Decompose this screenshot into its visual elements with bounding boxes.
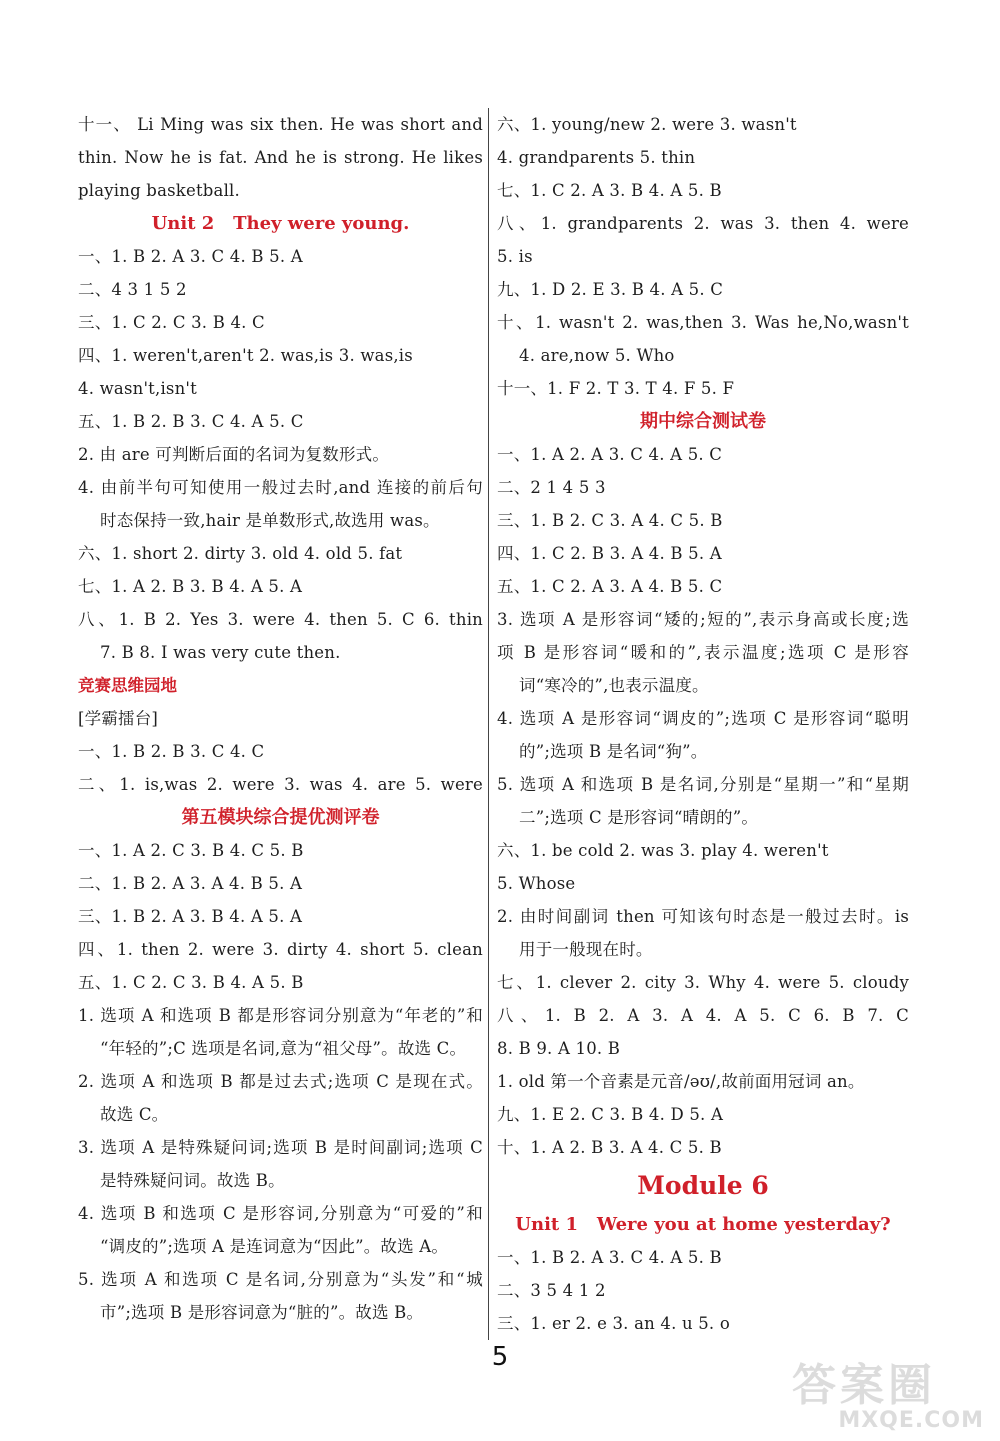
- answer-line: 三、1. C 2. C 3. B 4. C: [78, 313, 265, 332]
- answer-line: 九、1. D 2. E 3. B 4. A 5. C: [497, 280, 724, 299]
- answer-line: 5. Whose: [497, 874, 576, 893]
- answer-line: 市”;选项 B 是形容词意为“脏的”。故选 B。: [100, 1303, 424, 1322]
- answer-line: 六、1. young/new 2. were 3. wasn't: [497, 115, 797, 134]
- answer-line: 是特殊疑问词。故选 B。: [100, 1171, 285, 1190]
- answer-line: 一、1. A 2. C 3. B 4. C 5. B: [78, 841, 304, 860]
- answer-line: 二、2 1 4 5 3: [497, 478, 606, 497]
- answer-line: 7. B 8. I was very cute then.: [100, 643, 341, 662]
- answer-line: 二、1. B 2. A 3. A 4. B 5. A: [78, 874, 303, 893]
- answer-line: 十一、 Li Ming was six then. He was short and: [78, 115, 483, 134]
- answer-line: 十、1. A 2. B 3. A 4. C 5. B: [497, 1138, 722, 1157]
- answer-line: 4. are,now 5. Who: [519, 346, 675, 365]
- module-heading: Module 6: [637, 1171, 769, 1200]
- answer-line: 四、1. C 2. B 3. A 4. B 5. A: [497, 544, 722, 563]
- answer-line: [学霸擂台]: [78, 709, 159, 728]
- answer-line: 二”;选项 C 是形容词“晴朗的”。: [519, 808, 759, 827]
- left-column: [78, 108, 483, 1329]
- answer-line: 七、1. clever 2. city 3. Why 4. were 5. cloudy: [497, 973, 909, 992]
- answer-line: 一、1. B 2. A 3. C 4. A 5. B: [497, 1248, 722, 1267]
- answer-line: 4. wasn't,isn't: [78, 379, 197, 398]
- answer-line: 十、1. wasn't 2. was,then 3. Was he,No,wasn't: [497, 313, 909, 332]
- answer-line: 一、1. B 2. A 3. C 4. B 5. A: [78, 247, 303, 266]
- section-heading: Unit 1 Were you at home yesterday?: [515, 1214, 891, 1235]
- answer-line: 九、1. E 2. C 3. B 4. D 5. A: [497, 1105, 724, 1124]
- answer-line: 2. 选项 A 和选项 B 都是过去式;选项 C 是现在式。: [78, 1072, 483, 1091]
- right-column: [497, 108, 909, 1340]
- answer-line: 3. 选项 A 是形容词“矮的;短的”,表示身高或长度;选: [497, 610, 909, 629]
- answer-line: 5. is: [497, 247, 533, 266]
- answer-line: 三、1. B 2. A 3. B 4. A 5. A: [78, 907, 303, 926]
- answer-line: 六、1. short 2. dirty 3. old 4. old 5. fat: [78, 544, 403, 563]
- answer-line: 4. grandparents 5. thin: [497, 148, 696, 167]
- answer-line: 八、1. B 2. Yes 3. were 4. then 5. C 6. thin: [78, 610, 483, 629]
- answer-line: thin. Now he is fat. And he is strong. He likes: [78, 148, 483, 167]
- answer-line: 七、1. C 2. A 3. B 4. A 5. B: [497, 181, 722, 200]
- answer-line: “调皮的”;选项 A 是连词意为“因此”。故选 A。: [100, 1237, 449, 1256]
- answer-line: 三、1. er 2. e 3. an 4. u 5. o: [497, 1314, 730, 1333]
- answer-line: 用于一般现在时。: [519, 940, 653, 959]
- answer-line: 故选 C。: [100, 1105, 169, 1124]
- answer-line: 词“寒冷的”,也表示温度。: [519, 676, 709, 695]
- answer-line: 4. 选项 B 和选项 C 是形容词,分别意为“可爱的”和: [78, 1204, 483, 1223]
- answer-line: 一、1. B 2. B 3. C 4. C: [78, 742, 265, 761]
- section-heading: Unit 2 They were young.: [151, 213, 410, 234]
- answer-line: 四、1. weren't,aren't 2. was,is 3. was,is: [78, 346, 413, 365]
- answer-line: 4. 选项 A 是形容词“调皮的”;选项 C 是形容词“聪明: [497, 709, 909, 728]
- answer-line: 八、1. grandparents 2. was 3. then 4. were: [497, 214, 909, 233]
- answer-line: 项 B 是形容词“暖和的”,表示温度;选项 C 是形容: [497, 643, 909, 662]
- answer-line: “年轻的”;C 选项是名词,意为“祖父母”。故选 C。: [100, 1039, 467, 1058]
- answer-line: 2. 由 are 可判断后面的名词为复数形式。: [78, 445, 390, 464]
- answer-line: 二、1. is,was 2. were 3. was 4. are 5. were: [78, 775, 483, 794]
- answer-line: playing basketball.: [78, 181, 240, 200]
- answer-line: 六、1. be cold 2. was 3. play 4. weren't: [497, 841, 829, 860]
- section-heading: 期中综合测试卷: [640, 411, 766, 432]
- answer-line: 八、1. B 2. A 3. A 4. A 5. C 6. B 7. C: [497, 1006, 909, 1025]
- answer-line: 五、1. B 2. B 3. C 4. A 5. C: [78, 412, 304, 431]
- answer-line: 1. 选项 A 和选项 B 都是形容词分别意为“年老的”和: [78, 1006, 483, 1025]
- answer-line: 十一、1. F 2. T 3. T 4. F 5. F: [497, 379, 735, 398]
- answer-line: 三、1. B 2. C 3. A 4. C 5. B: [497, 511, 723, 530]
- answer-line: 8. B 9. A 10. B: [497, 1039, 621, 1058]
- answer-line: 一、1. A 2. A 3. C 4. A 5. C: [497, 445, 723, 464]
- answer-line: 时态保持一致,hair 是单数形式,故选用 was。: [100, 511, 440, 530]
- answer-line: 四、1. then 2. were 3. dirty 4. short 5. clean: [78, 940, 483, 959]
- watermark: [792, 1360, 992, 1433]
- answer-line: 4. 由前半句可知使用一般过去时,and 连接的前后句: [78, 478, 483, 497]
- answer-line: 五、1. C 2. C 3. B 4. A 5. B: [78, 973, 304, 992]
- answer-line: 五、1. C 2. A 3. A 4. B 5. C: [497, 577, 723, 596]
- page-number: 5: [491, 1342, 509, 1372]
- column-divider: [488, 108, 489, 1340]
- answer-line: 二、4 3 1 5 2: [78, 280, 187, 299]
- answer-line: 1. old 第一个音素是元音/əʊ/,故前面用冠词 an。: [497, 1072, 865, 1091]
- answer-line: 5. 选项 A 和选项 C 是名词,分别意为“头发”和“城: [78, 1270, 483, 1289]
- answer-line: 5. 选项 A 和选项 B 是名词,分别是“星期一”和“星期: [497, 775, 909, 794]
- watermark-url: MXQE.COM: [838, 1408, 984, 1433]
- answer-line: 的”;选项 B 是名词“狗”。: [519, 742, 708, 761]
- answer-line: 3. 选项 A 是特殊疑问词;选项 B 是时间副词;选项 C: [78, 1138, 483, 1157]
- answer-line: 二、3 5 4 1 2: [497, 1281, 606, 1300]
- section-heading: 竞赛思维园地: [78, 676, 177, 695]
- watermark-logo: 答案圈: [792, 1360, 936, 1411]
- answer-line: 七、1. A 2. B 3. B 4. A 5. A: [78, 577, 303, 596]
- answer-line: 2. 由时间副词 then 可知该句时态是一般过去时。is: [497, 907, 909, 926]
- section-heading: 第五模块综合提优测评卷: [181, 807, 380, 828]
